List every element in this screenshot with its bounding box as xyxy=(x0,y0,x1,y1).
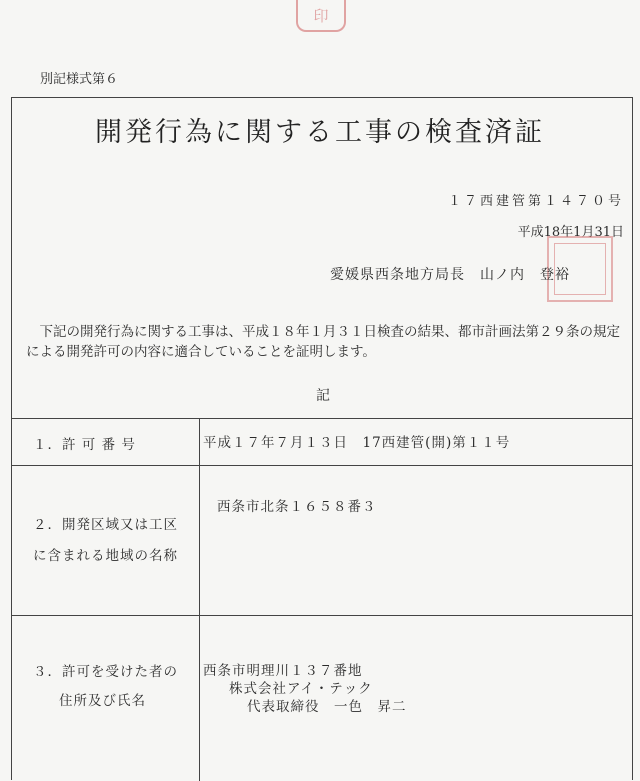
row-divider xyxy=(11,465,633,466)
certification-text: 下記の開発行為に関する工事は、平成１８年１月３１日検査の結果、都市計画法第２９条の規定による開発許可の内容に適合していることを証明します。 xyxy=(26,324,620,360)
issuer-name: 愛媛県西条地方局長 山ノ内 登裕 xyxy=(330,267,570,283)
row-divider xyxy=(11,615,633,616)
row-3-label-line-1: ３．許可を受けた者の xyxy=(33,664,178,680)
row-1-label: １．許 可 番 号 xyxy=(33,437,136,453)
document-number: １７西建管第１４７０号 xyxy=(447,194,624,209)
row-3-label-line-2: 住所及び氏名 xyxy=(59,693,146,709)
issue-date: 平成18年1月31日 xyxy=(517,225,624,240)
row-3-value-line-1: 西条市明理川１３７番地 xyxy=(203,663,363,679)
row-2-label-line-1: ２．開発区域又は工区 xyxy=(33,517,178,533)
details-table xyxy=(11,418,633,781)
row-3-value-line-3: 代表取締役 一色 昇二 xyxy=(247,699,407,715)
row-1-value: 平成１７年７月１３日 17西建管(開)第１１号 xyxy=(203,435,511,451)
document-title: 開発行為に関する工事の検査済証 xyxy=(95,117,545,148)
top-stamp xyxy=(296,0,346,32)
row-2-value: 西条市北条１６５８番３ xyxy=(217,499,377,515)
form-label: 別記様式第６ xyxy=(40,72,119,87)
row-2-label-line-2: に含まれる地域の名称 xyxy=(33,548,178,564)
column-divider xyxy=(199,419,200,781)
top-stamp-text: 印 xyxy=(313,6,329,25)
row-3-value-line-2: 株式会社アイ・テック xyxy=(229,681,373,697)
ki-heading: 記 xyxy=(316,388,330,404)
